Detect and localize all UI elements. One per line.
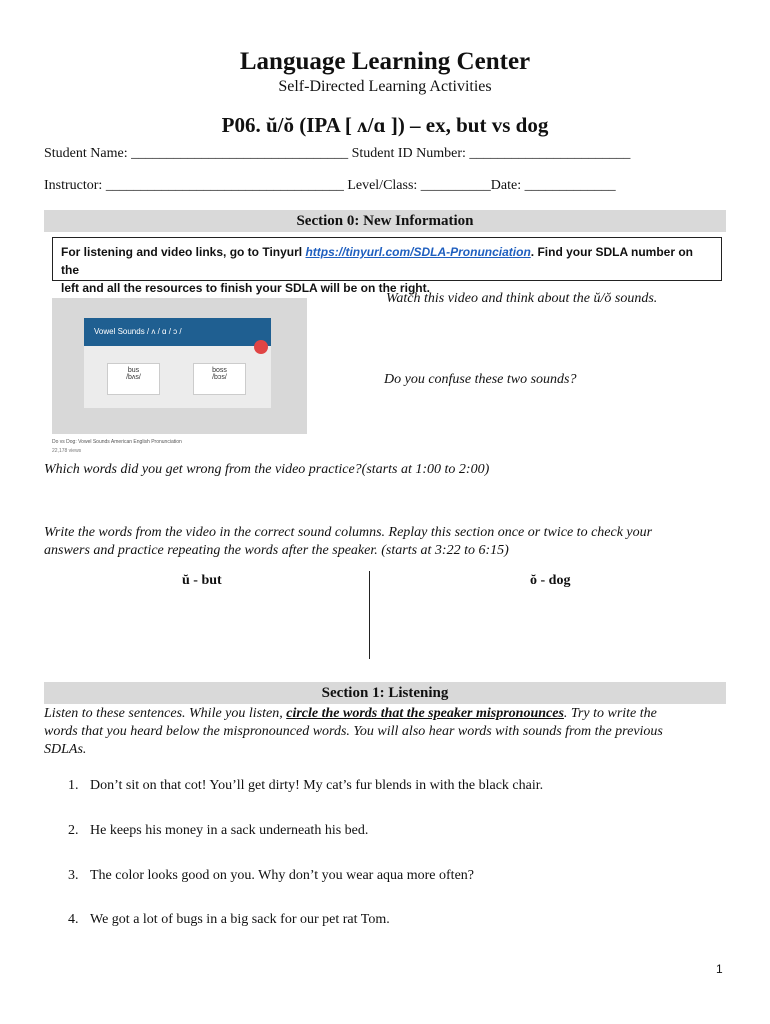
sentence-number: 3. <box>68 868 79 883</box>
instr-part-a: Listen to these sentences. While you listen, <box>44 706 287 721</box>
sentence-item <box>68 778 543 794</box>
video-card-boss <box>193 363 246 395</box>
sentence-number: 2. <box>68 823 79 838</box>
sentence-item <box>68 868 474 884</box>
column-heading-but: ŭ - but <box>182 573 222 588</box>
video-card-ipa: /bʌs/ <box>126 374 141 381</box>
page-title: Language Learning Center <box>239 48 531 75</box>
info-text-line2: left and all the resources to finish your SDLA will be on the right. <box>61 281 430 295</box>
sentence-text: The color looks good on you. Why don’t you wear aqua more often? <box>90 868 475 883</box>
listening-instructions-line3: SDLAs. <box>44 742 87 757</box>
column-divider <box>369 571 370 659</box>
write-prompt-line2: answers and practice repeating the words after the speaker. (starts at 3:22 to 6:15) <box>44 543 509 558</box>
sentence-number: 4. <box>68 912 79 927</box>
confuse-prompt: Do you confuse these two sounds? <box>384 372 577 387</box>
video-thumbnail[interactable] <box>52 298 307 458</box>
video-card-bus <box>107 363 160 395</box>
video-banner: Vowel Sounds / ʌ / ɑ / ɔ / <box>84 318 271 346</box>
video-card-word: boss <box>212 367 227 374</box>
video-card-ipa: /bɔs/ <box>212 374 227 381</box>
page-subtitle: Self-Directed Learning Activities <box>278 78 492 95</box>
sentence-item <box>68 823 368 839</box>
sentence-text: We got a lot of bugs in a big sack for our pet rat Tom. <box>90 912 390 927</box>
instr-emphasis: circle the words that the speaker mispronounces <box>286 706 564 721</box>
instructor-info-line: Instructor: __________________________________ Level/Class: __________Date: _____________ <box>44 178 616 193</box>
page-number: 1 <box>716 962 723 976</box>
section-0-heading: Section 0: New Information <box>44 210 726 232</box>
play-button-icon[interactable] <box>254 340 268 354</box>
listening-instructions-line2: words that you heard below the mispronounced words. You will also hear words with sounds from the previous <box>44 724 663 739</box>
write-prompt-line1: Write the words from the video in the correct sound columns. Replay this section once or twice to check your <box>44 525 653 540</box>
section-1-heading: Section 1: Listening <box>44 682 726 704</box>
info-text-suffix: . Find your SDLA number on the <box>61 245 694 277</box>
info-text-prefix: For listening and video links, go to Tinyurl <box>61 245 306 259</box>
instr-part-b: . Try to write the <box>563 706 657 721</box>
sentence-item <box>68 912 390 928</box>
listening-instructions-line1 <box>44 706 657 722</box>
video-views: 22,178 views <box>52 448 82 454</box>
wrong-words-prompt: Which words did you get wrong from the video practice?(starts at 1:00 to 2:00) <box>44 462 490 477</box>
sentence-text: Don’t sit on that cot! You’ll get dirty! My cat’s fur blends in with the black chair. <box>90 778 544 793</box>
video-frame <box>52 298 307 434</box>
watch-prompt: Watch this video and think about the ŭ/ŏ sounds. <box>386 291 658 306</box>
tinyurl-link[interactable]: https://tinyurl.com/SDLA-Pronunciation <box>305 245 531 259</box>
student-info-line: Student Name: _______________________________ Student ID Number: _______________________ <box>44 146 631 161</box>
lesson-title: P06. ŭ/ŏ (IPA [ ʌ/ɑ ]) – ex, but vs dog <box>221 113 549 137</box>
video-caption: Do vs Dog: Vowel Sounds American English Pronunciation <box>52 439 182 445</box>
video-card-word: bus <box>127 367 140 374</box>
info-box <box>52 237 722 295</box>
sentence-number: 1. <box>68 778 79 793</box>
video-panel <box>84 346 271 408</box>
column-heading-dog: ŏ - dog <box>530 573 571 588</box>
sentence-text: He keeps his money in a sack underneath his bed. <box>90 823 369 838</box>
